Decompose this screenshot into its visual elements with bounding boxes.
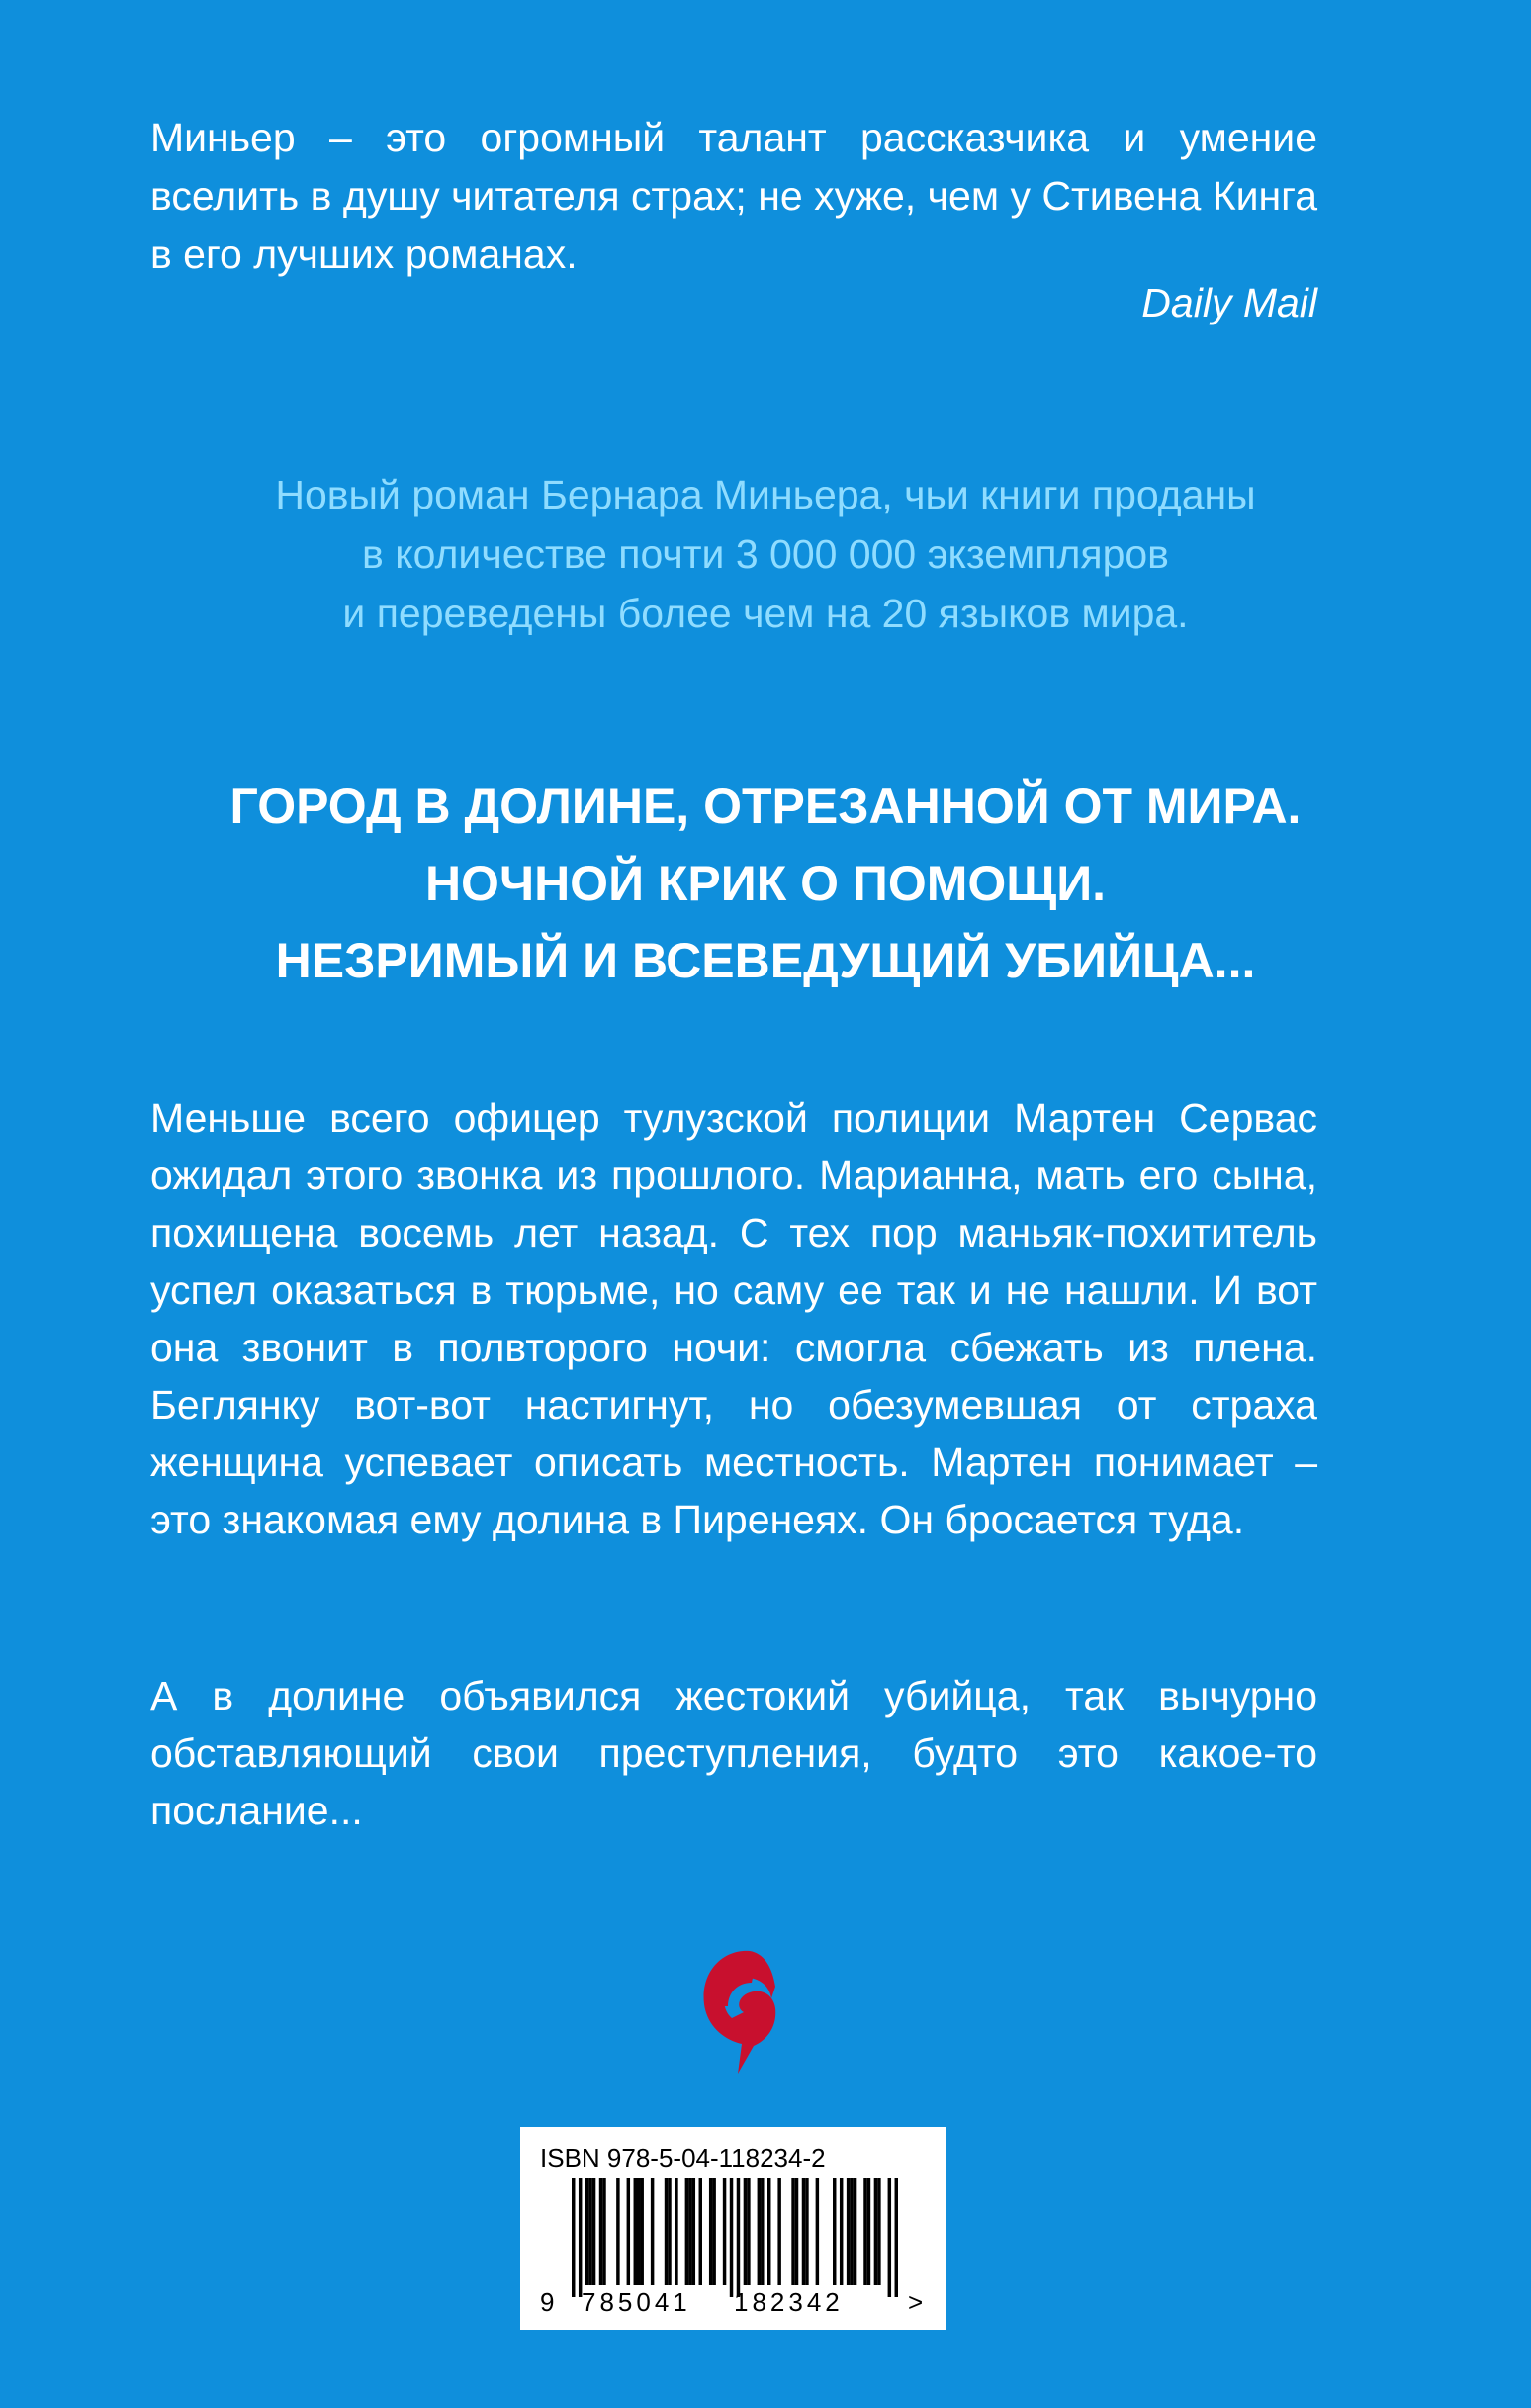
promo-block <box>99 465 1432 643</box>
barcode-bar <box>588 2178 591 2285</box>
barcode-bar <box>712 2178 715 2285</box>
barcode-bar <box>863 2178 866 2285</box>
isbn-trailing: > <box>908 2287 924 2317</box>
isbn-right-group: 182342 <box>734 2287 844 2317</box>
barcode-bar <box>777 2178 780 2285</box>
barcode-bar <box>665 2178 668 2285</box>
barcode-bar <box>767 2178 770 2285</box>
barcode-bar <box>737 2178 740 2297</box>
quote-source: Daily Mail <box>1141 280 1317 325</box>
eksmo-logo-icon <box>692 1943 781 2082</box>
barcode-bar <box>723 2178 726 2285</box>
barcode-bar <box>874 2178 877 2285</box>
barcode-bar <box>850 2178 853 2285</box>
isbn-left-group: 785041 <box>582 2287 691 2317</box>
barcode-bar <box>651 2178 654 2285</box>
barcode-bar <box>585 2178 588 2285</box>
promo-line: в количестве почти 3 000 000 экземпляров <box>362 531 1169 577</box>
barcode-bar <box>627 2178 630 2285</box>
barcode-bar <box>877 2178 880 2285</box>
headline-line: НОЧНОЙ КРИК О ПОМОЩИ. <box>424 856 1107 911</box>
headline-line: НЕЗРИМЫЙ И ВСЕВЕДУЩИЙ УБИЙЦА... <box>275 933 1256 988</box>
promo-line: Новый роман Бернара Миньера, чьи книги проданы <box>275 472 1256 517</box>
barcode-bar <box>668 2178 671 2285</box>
isbn-label: ISBN 978-5-04-118234-2 <box>540 2143 826 2173</box>
barcode-bar <box>840 2178 843 2285</box>
barcode-bar <box>685 2178 688 2285</box>
barcode-bar <box>640 2178 643 2285</box>
barcode-bar <box>795 2178 798 2285</box>
barcode-bar <box>867 2178 870 2285</box>
description-paragraph-2: А в долине объявился жестокий убийца, так вычурно обставляющий свои преступления, будто это какое-то послание... <box>150 1673 1317 1833</box>
barcode-bar <box>833 2178 836 2285</box>
barcode-bar <box>592 2178 595 2285</box>
barcode-bar <box>744 2178 747 2285</box>
barcode-bar <box>847 2178 850 2285</box>
barcode-bar <box>599 2178 602 2285</box>
barcode-bar <box>675 2178 677 2285</box>
barcode-bar <box>699 2178 702 2285</box>
barcode-bar <box>758 2178 761 2285</box>
barcode-bar <box>692 2178 695 2285</box>
barcode-bar <box>802 2178 805 2285</box>
barcode-bar <box>637 2178 640 2285</box>
barcode-bar <box>579 2178 582 2297</box>
barcode-bar <box>634 2178 637 2285</box>
barcode-bar <box>602 2178 605 2285</box>
barcode-bar <box>888 2178 891 2297</box>
barcode-bar <box>761 2178 764 2285</box>
barcode-bar <box>709 2178 712 2285</box>
headline-line: ГОРОД В ДОЛИНЕ, ОТРЕЗАННОЙ ОТ МИРА. <box>229 779 1302 834</box>
barcode-bar <box>895 2178 898 2297</box>
barcode-bar <box>816 2178 819 2285</box>
barcode-bar <box>572 2178 575 2297</box>
barcode-bar <box>747 2178 750 2285</box>
isbn-first-digit: 9 <box>540 2287 555 2317</box>
headline <box>59 768 1472 999</box>
barcode-bar <box>688 2178 691 2285</box>
barcode-bar <box>805 2178 808 2285</box>
barcode-bar <box>730 2178 733 2297</box>
barcode <box>572 2178 898 2297</box>
barcode-bar <box>854 2178 856 2285</box>
description-paragraph-1: Меньше всего офицер тулузской полиции Мартен Сервас ожидал этого звонка из прошлого. Марианна, мать его сына, похищена восемь лет назад. С тех пор маньяк-похититель успел оказаться в тюрьме, но саму ее так и не нашли. И вот она звонит в полвторого ночи: смогла сбежать из плена. Беглянку вот-вот настигнут, но обезумевшая от страха женщина успевает описать местность. Мартен понимает – это знакомая ему долина в Пиренеях. Он бросается туда. <box>150 1095 1317 1542</box>
promo-line: и переведены более чем на 20 языков мира. <box>342 591 1189 636</box>
review-quote: Миньер – это огромный талант рассказчика и умение вселить в душу читателя страх; не хуже, чем у Стивена Кинга в его лучших романах. <box>150 115 1317 277</box>
isbn-barcode-box <box>520 2127 946 2330</box>
barcode-bar <box>791 2178 794 2285</box>
barcode-bar <box>616 2178 619 2285</box>
